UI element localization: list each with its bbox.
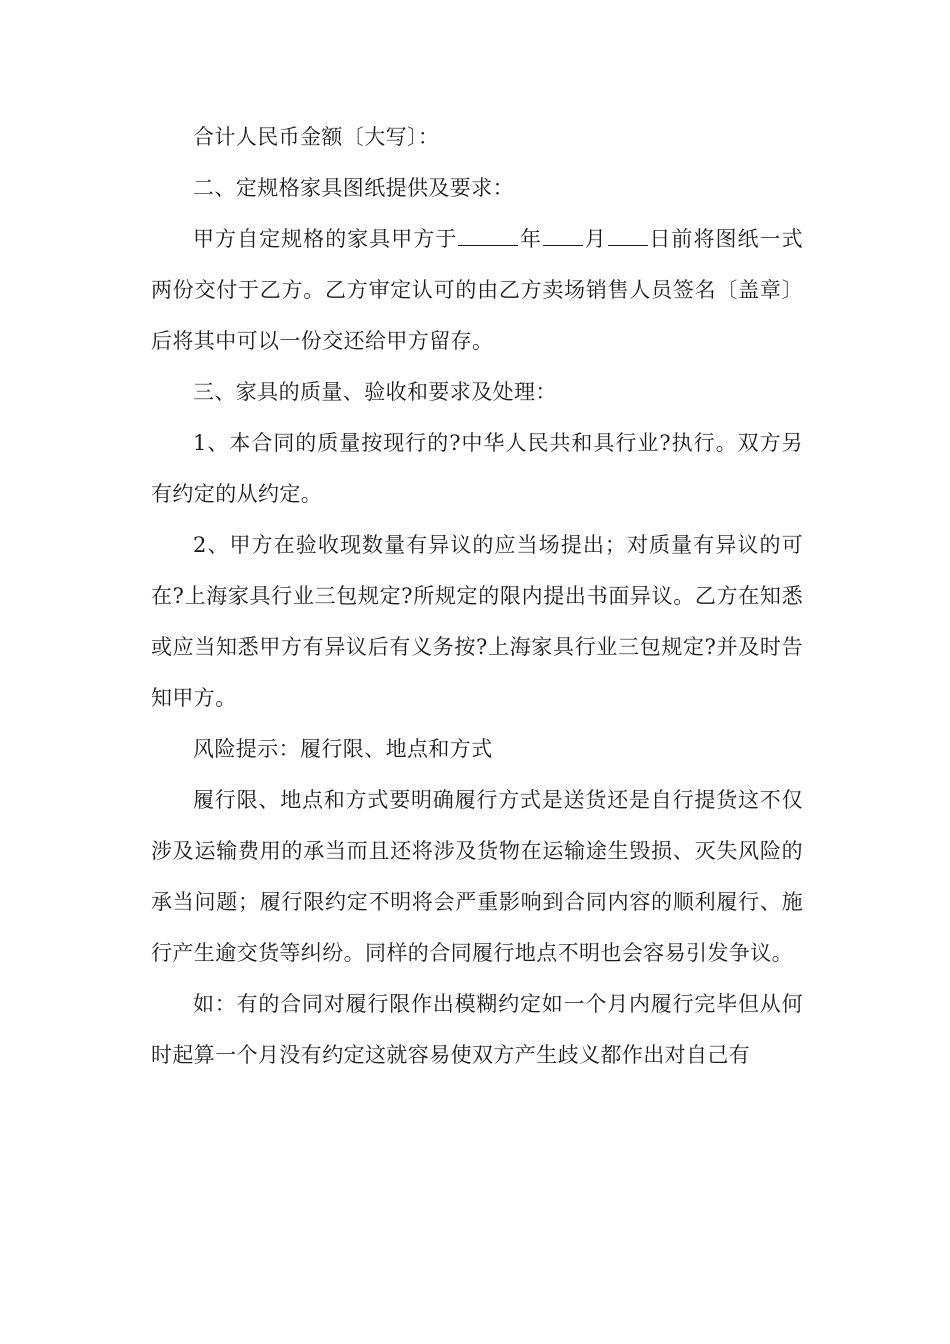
total-amount-line: 合计人民币金额〔大写〕： <box>193 125 440 149</box>
drawing-clause-text-a: 甲方自定规格的家具甲方于 <box>193 227 458 251</box>
year-label: 年 <box>519 227 543 251</box>
month-blank <box>543 223 583 246</box>
example-paragraph: 如：有的合同对履行限作出模糊约定如一个月内履行完毕但从何时起算一个月没有约定这就容易使双方产生歧义都作出对自己有 <box>151 992 803 1067</box>
drawing-clause-paragraph <box>151 214 803 367</box>
document-body <box>151 112 803 1081</box>
day-blank <box>608 223 648 246</box>
month-label: 月 <box>584 227 607 251</box>
drawing-clause-text-d: 日前将图纸一式两份交付于乙方。乙方审定认可的由乙方卖场销售人员签名〔盖章〕后将其中可以一份交还给甲方留存。 <box>151 227 803 353</box>
section-heading-quality: 三、家具的质量、验收和要求及处理： <box>193 380 557 404</box>
year-blank <box>458 223 518 246</box>
quality-clause-2: 2、甲方在验收现数量有异议的应当场提出；对质量有异议的可在?上海家具行业三包规定?所规定的限内提出书面异议。乙方在知悉或应当知悉甲方有异议后有义务按?上海家具行业三包规定?并及时告知甲方。 <box>151 533 803 710</box>
risk-body-paragraph: 履行限、地点和方式要明确履行方式是送货还是自行提货这不仅涉及运输费用的承当而且还将涉及货物在运输途生毁损、灭失风险的承当问题；履行限约定不明将会严重影响到合同内容的顺利履行、施行产生逾交货等纠纷。同样的合同履行地点不明也会容易引发争议。 <box>151 788 803 965</box>
risk-heading: 风险提示：履行限、地点和方式 <box>193 737 493 761</box>
quality-clause-1: 1、本合同的质量按现行的?中华人民共和具行业?执行。双方另有约定的从约定。 <box>151 431 803 506</box>
section-heading-drawings: 二、定规格家具图纸提供及要求： <box>193 176 514 200</box>
